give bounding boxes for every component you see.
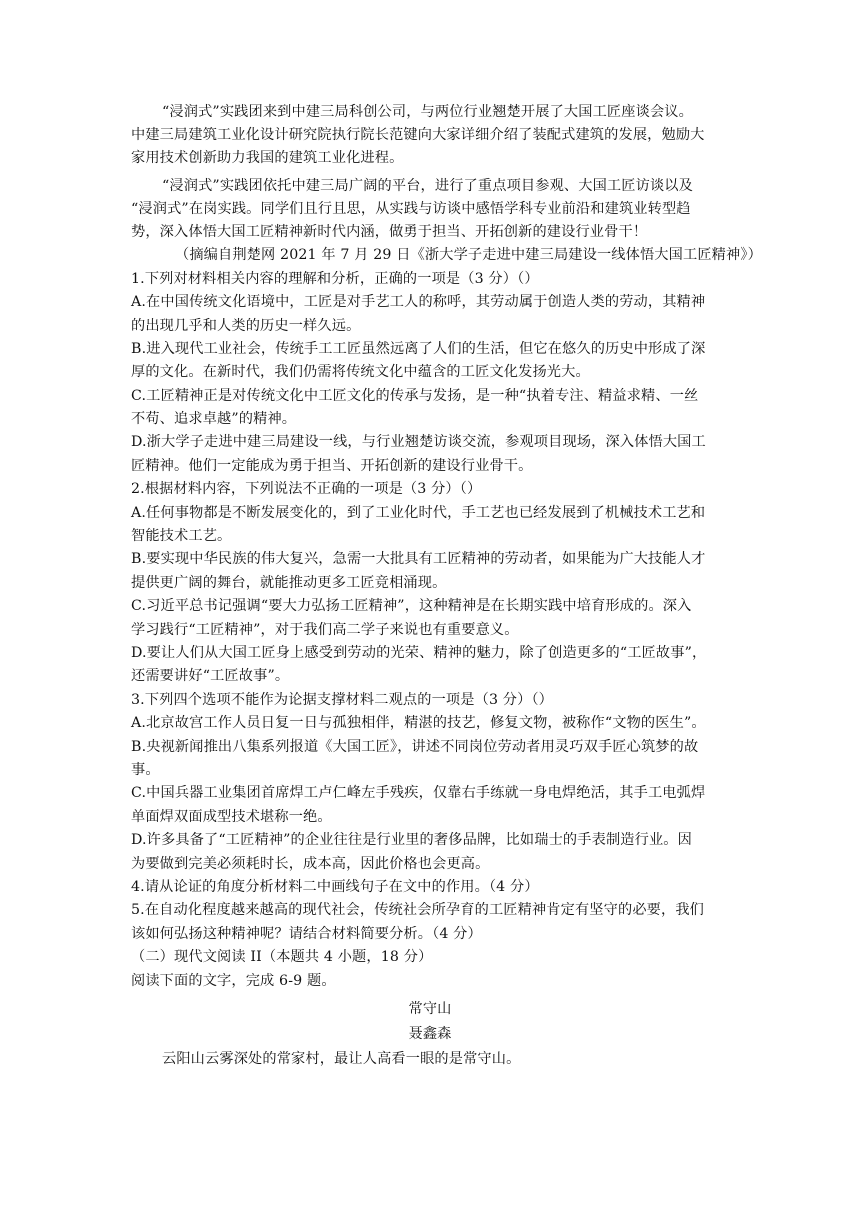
option-line: D.要让人们从大国工匠身上感受到劳动的光荣、精神的魅力，除了创造更多的“工匠故事”， <box>131 645 707 661</box>
option-line: 智能技术工艺。 <box>131 528 232 544</box>
option-line: 学习践行“工匠精神”，对于我们高二学子来说也有重要意义。 <box>131 622 519 638</box>
story-title: 常守山 <box>408 1001 452 1017</box>
story-author: 聂鑫森 <box>408 1026 452 1042</box>
option-line: 为要做到完美必须耗时长，成本高，因此价格也会更高。 <box>131 856 490 872</box>
option-line: A.任何事物都是不断发展变化的，到了工业化时代，手工艺也已经发展到了机械技术工艺和 <box>131 505 706 521</box>
question-2-stem: 2.根据材料内容，下列说法不正确的一项是（3 分）（） <box>131 481 482 497</box>
paragraph-line: 势，深入体悟大国工匠精神新时代内涵，做勇于担当、开拓创新的建设行业骨干！ <box>131 224 648 240</box>
paragraph-line: 中建三局建筑工业化设计研究院执行院长范键向大家详细介绍了装配式建筑的发展，勉励大 <box>131 127 705 143</box>
question-3-stem: 3.下列四个选项不能作为论据支撑材料二观点的一项是（3 分）（） <box>131 692 554 708</box>
option-line: D.许多具备了“工匠精神”的企业往往是行业里的奢侈品牌，比如瑞士的手表制造行业。因 <box>131 832 692 848</box>
story-first-line: 云阳山云雾深处的常家村，最让人高看一眼的是常守山。 <box>162 1051 521 1067</box>
option-line: 的出现几乎和人类的历史一样久远。 <box>131 318 361 334</box>
section-instruction: 阅读下面的文字，完成 6-9 题。 <box>131 973 336 989</box>
question-5-line: 5.在自动化程度越来越高的现代社会，传统社会所孕育的工匠精神肯定有坚守的必要，我们 <box>131 902 705 918</box>
option-line: B.央视新闻推出八集系列报道《大国工匠》，讲述不同岗位劳动者用灵巧双手匠心筑梦的故 <box>131 739 699 755</box>
option-line: A.北京故宫工作人员日复一日与孤独相伴，精湛的技艺，修复文物，被称作“文物的医生”。 <box>131 715 706 731</box>
option-line: B.要实现中华民族的伟大复兴，急需一大批具有工匠精神的劳动者，如果能为广大技能人才 <box>131 551 706 567</box>
option-line: 单面焊双面成型技术堪称一绝。 <box>131 809 332 825</box>
question-4-stem: 4.请从论证的角度分析材料二中画线句子在文中的作用。（4 分） <box>131 879 539 895</box>
option-line: 提供更广阔的舞台，就能推动更多工匠竞相涌现。 <box>131 575 447 591</box>
option-line: C.中国兵器工业集团首席焊工卢仁峰左手残疾，仅靠右手练就一身电焊绝活，其手工电弧焊 <box>131 785 706 801</box>
paragraph-line: “浸润式”实践团来到中建三局科创公司，与两位行业翘楚开展了大国工匠座谈会议。 <box>162 104 693 120</box>
option-line: C.工匠精神正是对传统文化中工匠文化的传承与发扬，是一种“执着专注、精益求精、一丝 <box>131 388 699 404</box>
paragraph-line: “浸润式”在岗实践。同学们且行且思，从实践与访谈中感悟学科专业前沿和建筑业转型趋 <box>131 201 691 217</box>
option-line: 不苟、追求卓越”的精神。 <box>131 411 297 427</box>
option-line: C.习近平总书记强调“要大力弘扬工匠精神”，这种精神是在长期实践中培育形成的。深入 <box>131 598 692 614</box>
option-line: D.浙大学子走进中建三局建设一线，与行业翘楚访谈交流，参观项目现场，深入体悟大国工 <box>131 434 706 450</box>
option-line: 厚的文化。在新时代，我们仍需将传统文化中蕴含的工匠文化发扬光大。 <box>131 364 590 380</box>
paragraph-line: “浸润式”实践团依托中建三局广阔的平台，进行了重点项目参观、大国工匠访谈以及 <box>162 178 693 194</box>
question-1-stem: 1.下列对材料相关内容的理解和分析，正确的一项是（3 分）（） <box>131 271 539 287</box>
option-line: 还需要讲好“工匠故事”。 <box>131 668 290 684</box>
option-line: 匠精神。他们一定能成为勇于担当、开拓创新的建设行业骨干。 <box>131 458 533 474</box>
question-5-line: 该如何弘扬这种精神呢？请结合材料简要分析。（4 分） <box>131 926 482 942</box>
option-line: B.进入现代工业社会，传统手工工匠虽然远离了人们的生活，但它在悠久的历史中形成了深 <box>131 341 706 357</box>
paragraph-line: 家用技术创新助力我国的建筑工业化进程。 <box>131 150 404 166</box>
section-heading: （二）现代文阅读 II（本题共 4 小题，18 分） <box>131 949 433 965</box>
option-line: A.在中国传统文化语境中，工匠是对手艺工人的称呼，其劳动属于创造人类的劳动，其精神 <box>131 294 706 310</box>
source-citation: （摘编自荆楚网 2021 年 7 月 29 日《浙大学子走进中建三局建设一线体悟大国工匠精神》） <box>175 247 762 263</box>
option-line: 事。 <box>131 762 160 778</box>
